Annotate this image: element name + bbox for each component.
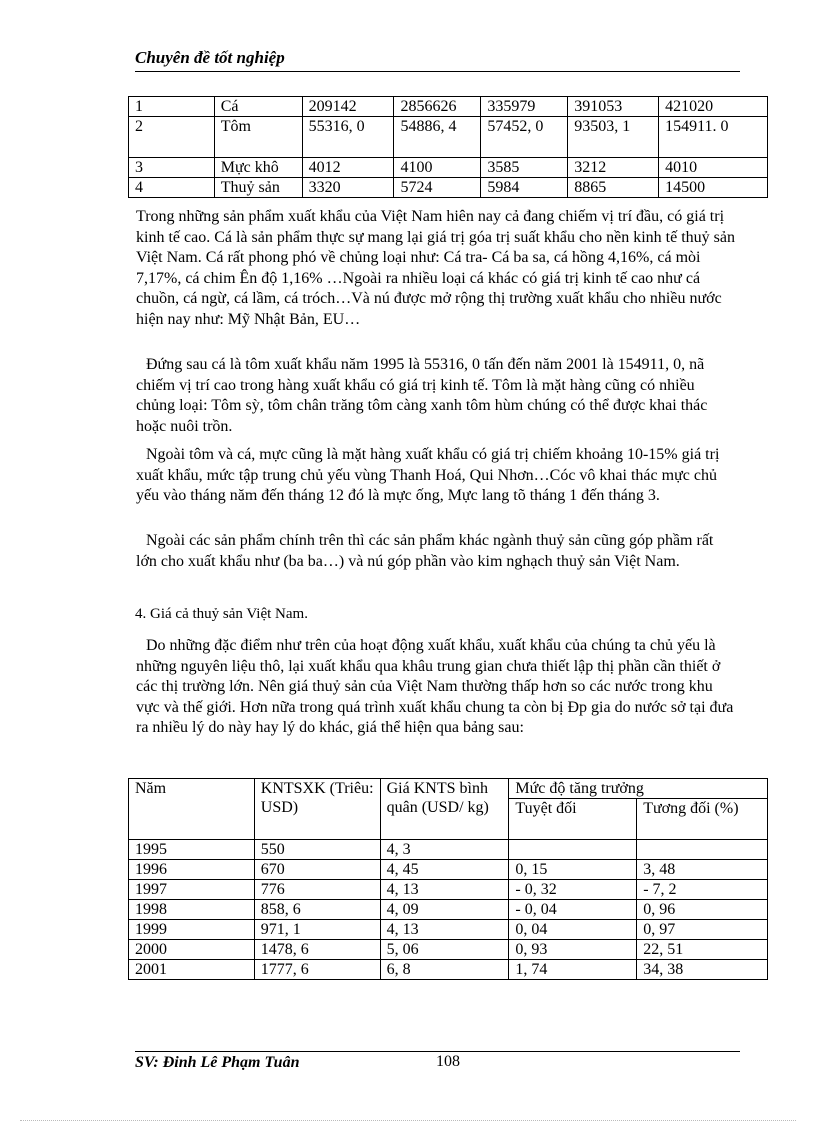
table-header-row xyxy=(129,779,768,799)
price-growth-table xyxy=(128,778,768,980)
footer-rule xyxy=(135,1051,740,1052)
paragraph-fish: Trong những sản phẩm xuất khẩu của Việt Nam hiên nay cả đang chiếm vị trí đầu, có giá trị kinh tế cao. Cá là sản phẩm thực sự mang lại giá trị góa trị suất khẩu cho nền kinh tế thuỷ sản Việt Nam. Cá rất phong phó về chủng loại như: Cá tra- Cá ba sa, cá hồng 4,16%, cá mòi 7,17%, cá chim Ên độ 1,16% …Ngoài ra nhiều loại cá khác có giá trị kinh tế cao như cá chuồn, cá ngừ, cá lầm, cá tróch…Và nú được mở rộng thị trường xuất khẩu cho nhiều nước hiện nay như: Mỹ Nhật Bản, EU… xyxy=(136,208,735,328)
page-number: 108 xyxy=(436,1053,460,1070)
value-cell: 209142 xyxy=(302,97,394,117)
col-header-relative: Tương đối (%) xyxy=(637,799,768,840)
col-header-growth: Mức độ tăng trưởng xyxy=(509,779,768,799)
price-cell: 5, 06 xyxy=(380,940,509,960)
col-header-price: Giá KNTS bình quân (USD/ kg) xyxy=(380,779,509,840)
kntsxk-cell: 670 xyxy=(254,860,380,880)
col-header-kntsxk: KNTSXK (Triêu: USD) xyxy=(254,779,380,840)
table-row xyxy=(129,880,768,900)
year-cell: 1995 xyxy=(129,840,255,860)
paragraph-squid: Ngoài tôm và cá, mực cũng là mặt hàng xuất khẩu có giá trị chiếm khoảng 10-15% giá trị xuất khẩu, mức tập trung chủ yếu vùng Thanh Hoá, Qui Nhơn…Cóc vô khai thác mực chủ yếu vào tháng năm đến tháng 12 đó là mực ống, Mực lang tõ tháng 1 đến tháng 3. xyxy=(136,446,720,504)
row-number: 2 xyxy=(129,117,215,158)
absolute-cell: 0, 04 xyxy=(509,920,637,940)
table-row xyxy=(129,900,768,920)
absolute-cell: 0, 15 xyxy=(509,860,637,880)
paragraph-shrimp: Đứng sau cá là tôm xuất khẩu năm 1995 là 55316, 0 tấn đến năm 2001 là 154911, 0, nã chiếm vị trí cao trong hàng xuất khẩu có giá trị kinh tế. Tôm là mặt hàng cũng có nhiều chủng loại: Tôm sỳ, tôm chân trăng tôm càng xanh tôm hùm chúng có thể được khai thác hoặc nuôi trồn. xyxy=(136,356,708,435)
year-cell: 1996 xyxy=(129,860,255,880)
relative-cell: - 7, 2 xyxy=(637,880,768,900)
row-number: 4 xyxy=(129,178,215,198)
price-cell: 4, 45 xyxy=(380,860,509,880)
table-row xyxy=(129,960,768,980)
value-cell: 8865 xyxy=(568,178,659,198)
absolute-cell xyxy=(509,840,637,860)
relative-cell: 3, 48 xyxy=(637,860,768,880)
relative-cell: 0, 96 xyxy=(637,900,768,920)
price-cell: 4, 3 xyxy=(380,840,509,860)
product-name: Thuỷ sản xyxy=(214,178,302,198)
table-row xyxy=(129,920,768,940)
year-cell: 2001 xyxy=(129,960,255,980)
value-cell: 57452, 0 xyxy=(481,117,568,158)
value-cell: 4010 xyxy=(659,158,768,178)
footer-author: SV: Đinh Lê Phạm Tuân xyxy=(135,1054,300,1071)
value-cell: 5984 xyxy=(481,178,568,198)
col-header-absolute: Tuyệt đối xyxy=(509,799,637,840)
kntsxk-cell: 858, 6 xyxy=(254,900,380,920)
kntsxk-cell: 776 xyxy=(254,880,380,900)
paragraph-price: Do những đặc điểm như trên của hoạt động xuất khẩu, xuất khẩu của chúng ta chủ yếu là những nguyên liệu thô, lại xuất khẩu qua khâu trung gian chưa thiết lập thị phần cần thiết ở các thị trường lớn. Nên giá thuỷ sản của Việt Nam thường thấp hơn so các nước trong khu vực và thế giới. Hơn nữa trong quá trình xuất khẩu chung ta còn bị Đp gia do nước sở tại đưa ra nhiều lý do này hay lý do khác, giá thể hiện qua bảng sau: xyxy=(136,637,734,736)
row-number: 1 xyxy=(129,97,215,117)
table-row xyxy=(129,840,768,860)
year-cell: 1999 xyxy=(129,920,255,940)
relative-cell: 22, 51 xyxy=(637,940,768,960)
table-row xyxy=(129,97,768,117)
year-cell: 2000 xyxy=(129,940,255,960)
paragraph-other-products: Ngoài các sản phẩm chính trên thì các sản phẩm khác ngành thuỷ sản cũng góp phầm rất lớn cho xuất khẩu như (ba ba…) và nú góp phần vào kim nghạch thuỷ sản Việt Nam. xyxy=(136,532,714,570)
year-cell: 1998 xyxy=(129,900,255,920)
row-number: 3 xyxy=(129,158,215,178)
price-cell: 6, 8 xyxy=(380,960,509,980)
price-cell: 4, 09 xyxy=(380,900,509,920)
value-cell: 54886, 4 xyxy=(394,117,481,158)
absolute-cell: - 0, 04 xyxy=(509,900,637,920)
value-cell: 93503, 1 xyxy=(568,117,659,158)
value-cell: 55316, 0 xyxy=(302,117,394,158)
table-row xyxy=(129,158,768,178)
export-volume-table xyxy=(128,96,768,198)
year-cell: 1997 xyxy=(129,880,255,900)
product-name: Tôm xyxy=(214,117,302,158)
table-row xyxy=(129,940,768,960)
header-rule xyxy=(135,71,740,72)
product-name: Mực khô xyxy=(214,158,302,178)
table-row xyxy=(129,117,768,158)
value-cell: 421020 xyxy=(659,97,768,117)
value-cell: 3320 xyxy=(302,178,394,198)
header-title: Chuyên đề tốt nghiệp xyxy=(135,48,285,67)
value-cell: 391053 xyxy=(568,97,659,117)
price-cell: 4, 13 xyxy=(380,920,509,940)
relative-cell: 0, 97 xyxy=(637,920,768,940)
table-row xyxy=(129,860,768,880)
relative-cell xyxy=(637,840,768,860)
page-edge-divider xyxy=(20,1120,796,1121)
price-cell: 4, 13 xyxy=(380,880,509,900)
value-cell: 3212 xyxy=(568,158,659,178)
kntsxk-cell: 550 xyxy=(254,840,380,860)
relative-cell: 34, 38 xyxy=(637,960,768,980)
value-cell: 335979 xyxy=(481,97,568,117)
section-heading: 4. Giá cả thuỷ sản Việt Nam. xyxy=(135,606,308,622)
product-name: Cá xyxy=(214,97,302,117)
kntsxk-cell: 1777, 6 xyxy=(254,960,380,980)
value-cell: 4012 xyxy=(302,158,394,178)
value-cell: 14500 xyxy=(659,178,768,198)
absolute-cell: 0, 93 xyxy=(509,940,637,960)
absolute-cell: 1, 74 xyxy=(509,960,637,980)
absolute-cell: - 0, 32 xyxy=(509,880,637,900)
value-cell: 2856626 xyxy=(394,97,481,117)
col-header-year: Năm xyxy=(129,779,255,840)
value-cell: 154911. 0 xyxy=(659,117,768,158)
value-cell: 3585 xyxy=(481,158,568,178)
value-cell: 5724 xyxy=(394,178,481,198)
kntsxk-cell: 1478, 6 xyxy=(254,940,380,960)
kntsxk-cell: 971, 1 xyxy=(254,920,380,940)
table-row xyxy=(129,178,768,198)
value-cell: 4100 xyxy=(394,158,481,178)
